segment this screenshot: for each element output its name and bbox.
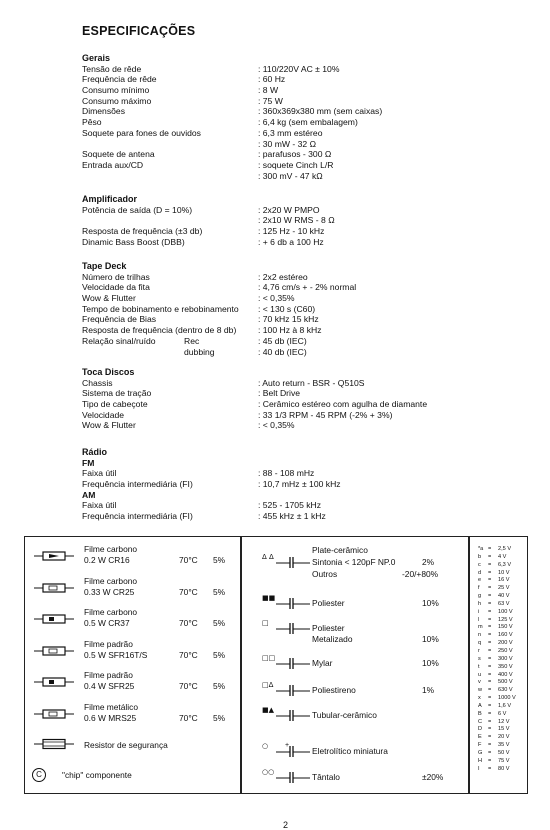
spec-value: : soquete Cinch L/R — [258, 159, 334, 170]
voltage-code-value: 25 V — [498, 585, 510, 592]
resistor-carbon-icon — [34, 613, 74, 625]
spec-row — [82, 226, 522, 237]
voltage-code-letter: g — [478, 593, 482, 600]
voltage-code-value: 125 V — [498, 616, 513, 623]
voltage-code-row — [478, 711, 516, 719]
capacitor-type: Poliester — [312, 623, 345, 633]
spec-row — [82, 237, 522, 248]
spec-row — [82, 139, 522, 150]
voltage-code-row — [478, 687, 516, 695]
spec-value: : 60 Hz — [258, 74, 286, 85]
svg-text:■■: ■■ — [262, 594, 276, 602]
spec-row — [82, 64, 522, 75]
capacitor-type: Poliester — [312, 598, 345, 608]
voltage-code-row — [478, 640, 516, 648]
spec-section — [82, 367, 522, 431]
spec-value: : + 6 db a 100 Hz — [258, 236, 324, 247]
voltage-code-equals: = — [488, 655, 492, 662]
metallized-polyester-capacitor-icon — [262, 618, 310, 634]
resistor-tolerance: 5% — [213, 712, 226, 723]
chip-symbol: C — [36, 770, 42, 779]
spec-label: Soquete de antena — [82, 149, 155, 160]
chip-component-label: "chip" componente — [62, 770, 132, 780]
spec-label: Entrada aux/CD — [82, 159, 144, 170]
voltage-code-letter: r — [478, 647, 480, 654]
section-title: Amplificador — [82, 194, 138, 204]
voltage-code-row — [478, 562, 516, 570]
voltage-code-value: 75 V — [498, 757, 510, 764]
voltage-code-equals: = — [488, 749, 492, 756]
spec-label: Dinamic Bass Boost (DBB) — [82, 236, 185, 247]
chip-icon — [32, 768, 46, 782]
voltage-code-equals: = — [488, 616, 492, 623]
voltage-code-value: 50 V — [498, 749, 510, 756]
section-title: Gerais — [82, 53, 111, 63]
spec-row — [82, 347, 522, 358]
voltage-code-letter: n — [478, 632, 482, 639]
voltage-code-letter: D — [478, 726, 483, 733]
spec-label: Consumo máximo — [82, 95, 152, 106]
voltage-code-equals: = — [488, 663, 492, 670]
voltage-code-equals: = — [488, 600, 492, 607]
voltage-code-letter: A — [478, 702, 482, 709]
voltage-code-letter: i — [478, 608, 480, 615]
spec-row — [82, 420, 522, 431]
svg-text:+: + — [285, 742, 290, 749]
spec-sublabel: dubbing — [184, 346, 215, 357]
voltage-code-row — [478, 750, 516, 758]
voltage-code-equals: = — [488, 710, 492, 717]
spec-value: : 455 kHz ± 1 kHz — [258, 511, 326, 522]
spec-row — [82, 117, 522, 128]
voltage-code-equals: = — [488, 553, 492, 560]
voltage-code-letter: h — [478, 600, 482, 607]
spec-value: : 70 kHz 15 kHz — [258, 314, 319, 325]
voltage-code-row — [478, 726, 516, 734]
spec-label: Wow & Flutter — [82, 420, 136, 431]
resistor-spec: 0.5 W SFR16T/S — [84, 649, 148, 660]
spec-row — [82, 314, 522, 325]
svg-text:□□: □□ — [262, 654, 276, 662]
voltage-code-letter: b — [478, 553, 482, 560]
voltage-code-value: 150 V — [498, 624, 513, 631]
svg-text:○○: ○○ — [262, 768, 275, 776]
voltage-code-equals: = — [488, 726, 492, 733]
resistor-carbon-icon — [34, 582, 74, 594]
spec-value: : 6,3 mm estéreo — [258, 127, 323, 138]
spec-row — [82, 128, 522, 139]
voltage-code-row — [478, 703, 516, 711]
voltage-code-value: 40 V — [498, 593, 510, 600]
spec-label: Pêso — [82, 117, 102, 128]
spec-label: Tipo de cabeçote — [82, 399, 148, 410]
tubular-ceramic-capacitor-icon — [262, 705, 310, 721]
safety-resistor-icon — [34, 738, 74, 750]
spec-label: AM — [82, 489, 96, 500]
spec-value: : 6,4 kg (sem embalagem) — [258, 117, 358, 128]
spec-label: Tempo de bobinamento e rebobinamento — [82, 303, 239, 314]
capacitor-type: Tântalo — [312, 772, 340, 782]
resistor-tolerance: 5% — [213, 649, 226, 660]
spec-value: : < 130 s (C60) — [258, 303, 316, 314]
voltage-code-letter: G — [478, 749, 483, 756]
voltage-code-letter: E — [478, 734, 482, 741]
resistor-temp: 70°C — [179, 618, 198, 628]
voltage-code-equals: = — [488, 585, 492, 592]
spec-row — [82, 215, 522, 226]
svg-text:○: ○ — [262, 742, 269, 750]
svg-text:□: □ — [262, 619, 269, 627]
spec-label: Tensão de rêde — [82, 63, 142, 74]
voltage-code-letter: w — [478, 687, 483, 694]
capacitor-type: Poliestireno — [312, 685, 356, 695]
capacitor-tolerance: 10% — [422, 634, 439, 644]
capacitor-tolerance: 2% — [422, 557, 435, 567]
spec-value: : 40 db (IEC) — [258, 346, 307, 357]
spec-row — [82, 304, 522, 315]
capacitor-type: Mylar — [312, 658, 333, 668]
spec-section — [82, 53, 522, 181]
resistor-spec: 0.2 W CR16 — [84, 555, 130, 565]
voltage-code-letter: c — [478, 561, 481, 568]
voltage-code-row — [478, 695, 516, 703]
spec-value: : 8 W — [258, 85, 279, 96]
polyester-capacitor-icon — [262, 593, 310, 609]
capacitor-type: Eletrolítico miniatura — [312, 746, 388, 756]
spec-row — [82, 74, 522, 85]
voltage-code-table — [478, 546, 516, 773]
spec-label: Frequência de rêde — [82, 74, 157, 85]
spec-value: : 10,7 mHz ± 100 kHz — [258, 479, 341, 490]
voltage-code-row — [478, 624, 516, 632]
voltage-code-equals: = — [488, 687, 492, 694]
voltage-code-letter: s — [478, 655, 481, 662]
spec-row — [82, 500, 522, 511]
capacitor-tolerance: 1% — [422, 685, 435, 695]
spec-label: FM — [82, 457, 95, 468]
voltage-code-row — [478, 570, 516, 578]
spec-row — [82, 160, 522, 171]
spec-row — [82, 490, 522, 501]
spec-row — [82, 378, 522, 389]
spec-label: Chassis — [82, 377, 113, 388]
spec-row — [82, 96, 522, 107]
spec-row — [82, 282, 522, 293]
spec-label: Frequência de Bias — [82, 314, 157, 325]
voltage-code-value: 250 V — [498, 647, 513, 654]
voltage-code-letter: u — [478, 671, 482, 678]
svg-text:Δ Δ: Δ Δ — [262, 553, 274, 561]
voltage-code-value: 12 V — [498, 718, 510, 725]
capacitor-tolerance: 10% — [422, 658, 439, 668]
spec-value: : Cerâmico estéreo com agulha de diamante — [258, 399, 428, 410]
voltage-code-equals: = — [488, 577, 492, 584]
spec-label: Velocidade — [82, 409, 125, 420]
spec-row — [82, 85, 522, 96]
voltage-code-row — [478, 577, 516, 585]
voltage-code-value: 100 V — [498, 608, 513, 615]
voltage-code-value: 200 V — [498, 640, 513, 647]
capacitor-type: Sintonia < 120pF NP.0 — [312, 557, 396, 567]
voltage-code-equals: = — [488, 647, 492, 654]
voltage-code-row — [478, 742, 516, 750]
spec-value: : 2x2 estéreo — [258, 271, 308, 282]
resistor-type: Filme carbono — [84, 607, 138, 617]
capacitor-tolerance: ±20% — [422, 772, 444, 782]
voltage-code-value: 300 V — [498, 655, 513, 662]
voltage-code-value: 6 V — [498, 710, 507, 717]
voltage-code-letter: v — [478, 679, 481, 686]
spec-row — [82, 171, 522, 182]
spec-value: : 2x10 W RMS - 8 Ω — [258, 215, 335, 226]
voltage-code-row — [478, 734, 516, 742]
svg-text:□Δ: □Δ — [262, 681, 274, 689]
voltage-code-row — [478, 554, 516, 562]
voltage-code-equals: = — [488, 624, 492, 631]
spec-section — [82, 447, 522, 522]
voltage-code-row — [478, 617, 516, 625]
capacitor-type: Outros — [312, 569, 338, 579]
voltage-code-value: 16 V — [498, 577, 510, 584]
voltage-code-equals: = — [488, 679, 492, 686]
section-title: Tape Deck — [82, 261, 127, 271]
voltage-code-letter: d — [478, 569, 482, 576]
voltage-code-letter: x — [478, 695, 481, 702]
spec-label: Dimensões — [82, 106, 125, 117]
voltage-code-value: 350 V — [498, 663, 513, 670]
spec-label: Wow & Flutter — [82, 293, 136, 304]
polystyrene-capacitor-icon — [262, 680, 310, 696]
safety-resistor-label: Resistor de segurança — [84, 740, 168, 750]
voltage-code-value: 630 V — [498, 687, 513, 694]
resistor-metal-icon — [34, 708, 74, 720]
resistor-temp: 70°C — [179, 586, 198, 597]
spec-value: : 75 W — [258, 95, 283, 106]
spec-label: Faixa útil — [82, 468, 117, 479]
spec-row — [82, 479, 522, 490]
voltage-code-value: 1,6 V — [498, 702, 512, 709]
spec-row — [82, 410, 522, 421]
spec-value: : 360x369x380 mm (sem caixas) — [258, 106, 383, 117]
voltage-code-equals: = — [488, 671, 492, 678]
spec-label: Soquete para fones de ouvidos — [82, 127, 201, 138]
voltage-code-row — [478, 601, 516, 609]
page-number: 2 — [283, 820, 289, 830]
spec-row — [82, 388, 522, 399]
voltage-code-letter: *a — [478, 546, 484, 552]
voltage-code-value: 2,5 V — [498, 546, 512, 552]
resistor-spec: 0.6 W MRS25 — [84, 712, 137, 723]
voltage-code-row — [478, 546, 516, 554]
spec-label: Potência de saída (D = 10%) — [82, 204, 193, 215]
voltage-code-value: 80 V — [498, 765, 510, 772]
voltage-code-row — [478, 758, 516, 766]
voltage-code-equals: = — [488, 757, 492, 764]
spec-row — [82, 468, 522, 479]
capacitor-type: Plate-cerâmico — [312, 545, 368, 555]
voltage-code-equals: = — [488, 546, 492, 552]
spec-row — [82, 106, 522, 117]
resistor-standard-icon — [34, 645, 74, 657]
spec-row — [82, 336, 522, 347]
voltage-code-value: 160 V — [498, 632, 513, 639]
voltage-code-letter: m — [478, 624, 483, 631]
voltage-code-row — [478, 632, 516, 640]
tantalum-capacitor-icon — [262, 767, 310, 783]
voltage-code-letter: B — [478, 710, 482, 717]
spec-sublabel: Rec — [184, 335, 200, 346]
spec-value: : parafusos - 300 Ω — [258, 149, 332, 160]
voltage-code-letter: C — [478, 718, 483, 725]
voltage-code-row — [478, 609, 516, 617]
voltage-code-row — [478, 593, 516, 601]
resistor-type: Filme carbono — [84, 575, 138, 586]
voltage-code-value: 1000 V — [498, 695, 516, 702]
voltage-code-letter: q — [478, 640, 482, 647]
capacitor-type: Tubular-cerâmico — [312, 710, 377, 720]
voltage-code-value: 20 V — [498, 734, 510, 741]
voltage-code-equals: = — [488, 734, 492, 741]
spec-section — [82, 261, 522, 357]
resistor-tolerance: 5% — [213, 681, 226, 691]
voltage-code-row — [478, 719, 516, 727]
section-title: Rádio — [82, 447, 108, 457]
ceramic-plate-capacitor-icon — [262, 552, 310, 568]
voltage-code-row — [478, 585, 516, 593]
spec-label: Velocidade da fita — [82, 282, 150, 293]
voltage-code-value: 4 V — [498, 553, 507, 560]
spec-value: : 100 Hz à 8 kHz — [258, 325, 322, 336]
capacitor-tolerance: 10% — [422, 598, 439, 608]
voltage-code-letter: I — [478, 765, 480, 772]
voltage-code-equals: = — [488, 742, 492, 749]
resistor-carbon-icon — [34, 550, 74, 562]
voltage-code-value: 63 V — [498, 600, 510, 607]
voltage-code-letter: F — [478, 742, 482, 749]
resistor-temp: 70°C — [179, 681, 198, 691]
electrolytic-capacitor-icon — [262, 741, 310, 757]
voltage-code-equals: = — [488, 695, 492, 702]
spec-value: : 2x20 W PMPO — [258, 204, 320, 215]
voltage-code-equals: = — [488, 640, 492, 647]
resistor-standard-icon — [34, 676, 74, 688]
voltage-code-row — [478, 664, 516, 672]
resistor-temp: 70°C — [179, 649, 198, 660]
resistor-temp: 70°C — [179, 555, 198, 565]
spec-value: : Belt Drive — [258, 388, 301, 399]
resistor-type: Filme carbono — [84, 544, 138, 554]
spec-row — [82, 205, 522, 216]
spec-value: : 33 1/3 RPM - 45 RPM (-2% + 3%) — [258, 409, 393, 420]
spec-label: Resposta de frequência (dentro de 8 db) — [82, 325, 237, 336]
voltage-code-value: 15 V — [498, 726, 510, 733]
spec-value: : 125 Hz - 10 kHz — [258, 226, 325, 237]
spec-row — [82, 293, 522, 304]
resistor-tolerance: 5% — [213, 618, 226, 628]
voltage-code-equals: = — [488, 569, 492, 576]
voltage-code-row — [478, 679, 516, 687]
spec-label: Faixa útil — [82, 500, 117, 511]
resistor-temp: 70°C — [179, 712, 198, 723]
spec-value: : 300 mV - 47 kΩ — [258, 170, 323, 181]
voltage-code-value: 10 V — [498, 569, 510, 576]
voltage-code-equals: = — [488, 765, 492, 772]
spec-label: Resposta de frequência (±3 db) — [82, 226, 203, 237]
voltage-code-value: 400 V — [498, 671, 513, 678]
spec-value: : 45 db (IEC) — [258, 335, 307, 346]
resistor-type: Filme metálico — [84, 701, 138, 712]
spec-label: Relação sinal/ruído — [82, 335, 156, 346]
spec-row — [82, 272, 522, 283]
voltage-code-value: 35 V — [498, 742, 510, 749]
spec-label: Frequência intermediária (FI) — [82, 479, 193, 490]
spec-value: : 110/220V AC ± 10% — [258, 63, 340, 74]
spec-value: : Auto return - BSR - Q510S — [258, 377, 365, 388]
voltage-code-letter: f — [478, 585, 480, 592]
resistor-tolerance: 5% — [213, 586, 226, 597]
voltage-code-equals: = — [488, 718, 492, 725]
spec-value: : 30 mW - 32 Ω — [258, 138, 316, 149]
voltage-code-value: 6,3 V — [498, 561, 512, 568]
spec-label: Frequência intermediária (FI) — [82, 511, 193, 522]
mylar-capacitor-icon — [262, 653, 310, 669]
voltage-code-letter: H — [478, 757, 483, 764]
voltage-code-row — [478, 672, 516, 680]
voltage-code-letter: l — [478, 616, 480, 623]
voltage-code-row — [478, 648, 516, 656]
spec-value: : 4,76 cm/s + - 2% normal — [258, 282, 357, 293]
spec-value: : 525 - 1705 kHz — [258, 500, 322, 511]
voltage-code-letter: t — [478, 663, 480, 670]
spec-row — [82, 399, 522, 410]
voltage-code-letter: e — [478, 577, 482, 584]
capacitor-tolerance: -20/+80% — [402, 569, 439, 579]
voltage-code-equals: = — [488, 702, 492, 709]
voltage-code-equals: = — [488, 608, 492, 615]
resistor-spec: 0.4 W SFR25 — [84, 681, 135, 691]
voltage-code-value: 500 V — [498, 679, 513, 686]
voltage-code-equals: = — [488, 632, 492, 639]
svg-text:■▲: ■▲ — [262, 706, 274, 714]
spec-label: Número de trilhas — [82, 271, 150, 282]
spec-value: : < 0,35% — [258, 293, 295, 304]
voltage-code-row — [478, 656, 516, 664]
resistor-spec: 0.5 W CR37 — [84, 618, 130, 628]
voltage-code-equals: = — [488, 561, 492, 568]
section-title: Toca Discos — [82, 367, 135, 377]
spec-label: Consumo mínimo — [82, 85, 150, 96]
spec-row — [82, 149, 522, 160]
capacitor-type: Metalizado — [312, 634, 353, 644]
spec-section — [82, 194, 522, 247]
page-title: ESPECIFICAÇÕES — [82, 24, 196, 38]
voltage-code-equals: = — [488, 593, 492, 600]
resistor-type: Filme padrão — [84, 638, 133, 649]
spec-value: : < 0,35% — [258, 420, 295, 431]
resistor-type: Filme padrão — [84, 670, 133, 680]
resistor-tolerance: 5% — [213, 555, 226, 565]
spec-row — [82, 458, 522, 469]
spec-label: Sistema de tração — [82, 388, 152, 399]
voltage-code-row — [478, 766, 516, 774]
spec-row — [82, 325, 522, 336]
spec-row — [82, 511, 522, 522]
resistor-spec: 0.33 W CR25 — [84, 586, 135, 597]
spec-value: : 88 - 108 mHz — [258, 468, 315, 479]
